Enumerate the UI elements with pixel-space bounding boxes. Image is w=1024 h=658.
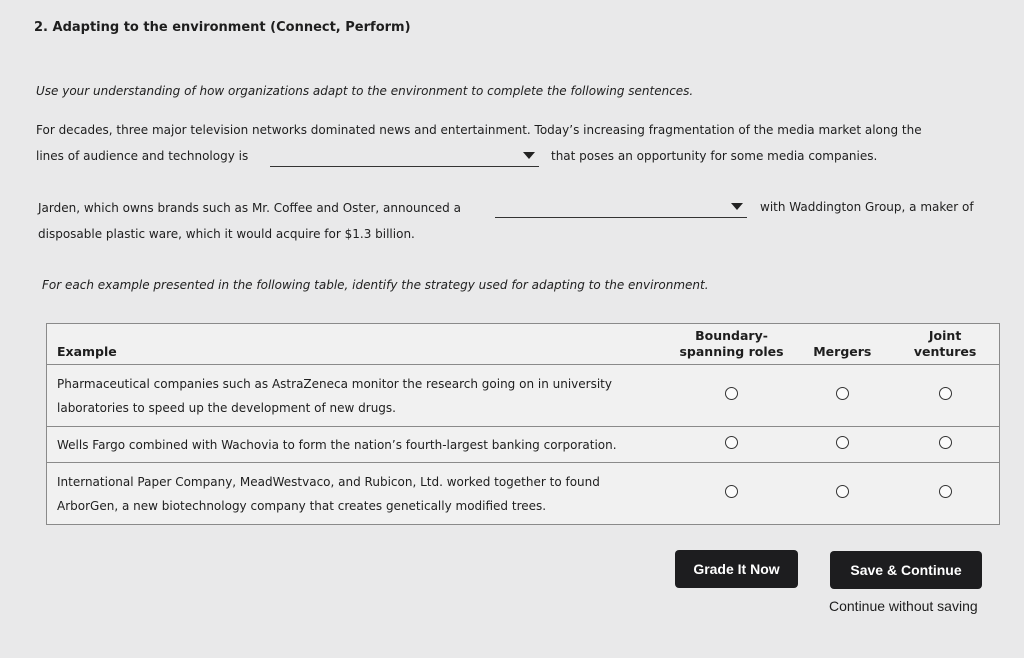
sentence2-dropdown[interactable]	[495, 199, 747, 218]
continue-without-saving-link[interactable]: Continue without saving	[829, 598, 978, 614]
row1-boundary-radio[interactable]	[725, 387, 738, 400]
table-row	[47, 427, 1000, 463]
sentence1-line2-suffix: that poses an opportunity for some media companies.	[551, 149, 878, 163]
header-mergers: Mergers	[793, 324, 891, 365]
row3-example: International Paper Company, MeadWestvaco, and Rubicon, Ltd. worked together to found ArborGen, a new biotechnology company that creates genetically modified trees.	[47, 463, 670, 525]
table-header-row	[47, 324, 1000, 365]
sentence2-line2: disposable plastic ware, which it would acquire for $1.3 billion.	[38, 227, 415, 241]
sentence1-dropdown[interactable]	[270, 148, 539, 167]
instructions: Use your understanding of how organizations adapt to the environment to complete the following sentences.	[36, 84, 694, 98]
sentence1-line2-prefix: lines of audience and technology is	[36, 149, 249, 163]
row3-mergers-radio[interactable]	[836, 485, 849, 498]
row3-joint-radio[interactable]	[939, 485, 952, 498]
row2-joint-radio[interactable]	[939, 436, 952, 449]
row2-boundary-radio[interactable]	[725, 436, 738, 449]
question-heading: 2. Adapting to the environment (Connect, Perform)	[34, 20, 411, 35]
row3-boundary-radio[interactable]	[725, 485, 738, 498]
row1-joint-radio[interactable]	[939, 387, 952, 400]
row1-mergers-radio[interactable]	[836, 387, 849, 400]
row1-example: Pharmaceutical companies such as AstraZeneca monitor the research going on in university laboratories to speed up the development of new drugs.	[47, 365, 670, 427]
header-joint-ventures: Joint ventures	[891, 324, 999, 365]
row2-example: Wells Fargo combined with Wachovia to form the nation’s fourth-largest banking corporation.	[47, 427, 670, 463]
header-boundary-spanning: Boundary- spanning roles	[670, 324, 794, 365]
sentence2-line1-prefix: Jarden, which owns brands such as Mr. Coffee and Oster, announced a	[38, 201, 461, 215]
table-instructions: For each example presented in the following table, identify the strategy used for adapting to the environment.	[42, 278, 709, 292]
grade-it-now-button[interactable]: Grade It Now	[675, 550, 798, 588]
sentence2-line1-suffix: with Waddington Group, a maker of	[760, 200, 974, 214]
chevron-down-icon	[523, 152, 535, 159]
header-example: Example	[47, 324, 670, 365]
sentence1-line1: For decades, three major television networks dominated news and entertainment. Today’s increasing fragmentation of the media market along the	[36, 123, 922, 137]
row2-mergers-radio[interactable]	[836, 436, 849, 449]
strategy-table	[46, 323, 1000, 525]
table-row	[47, 365, 1000, 427]
save-continue-button[interactable]: Save & Continue	[830, 551, 982, 589]
chevron-down-icon	[731, 203, 743, 210]
table-row	[47, 463, 1000, 525]
